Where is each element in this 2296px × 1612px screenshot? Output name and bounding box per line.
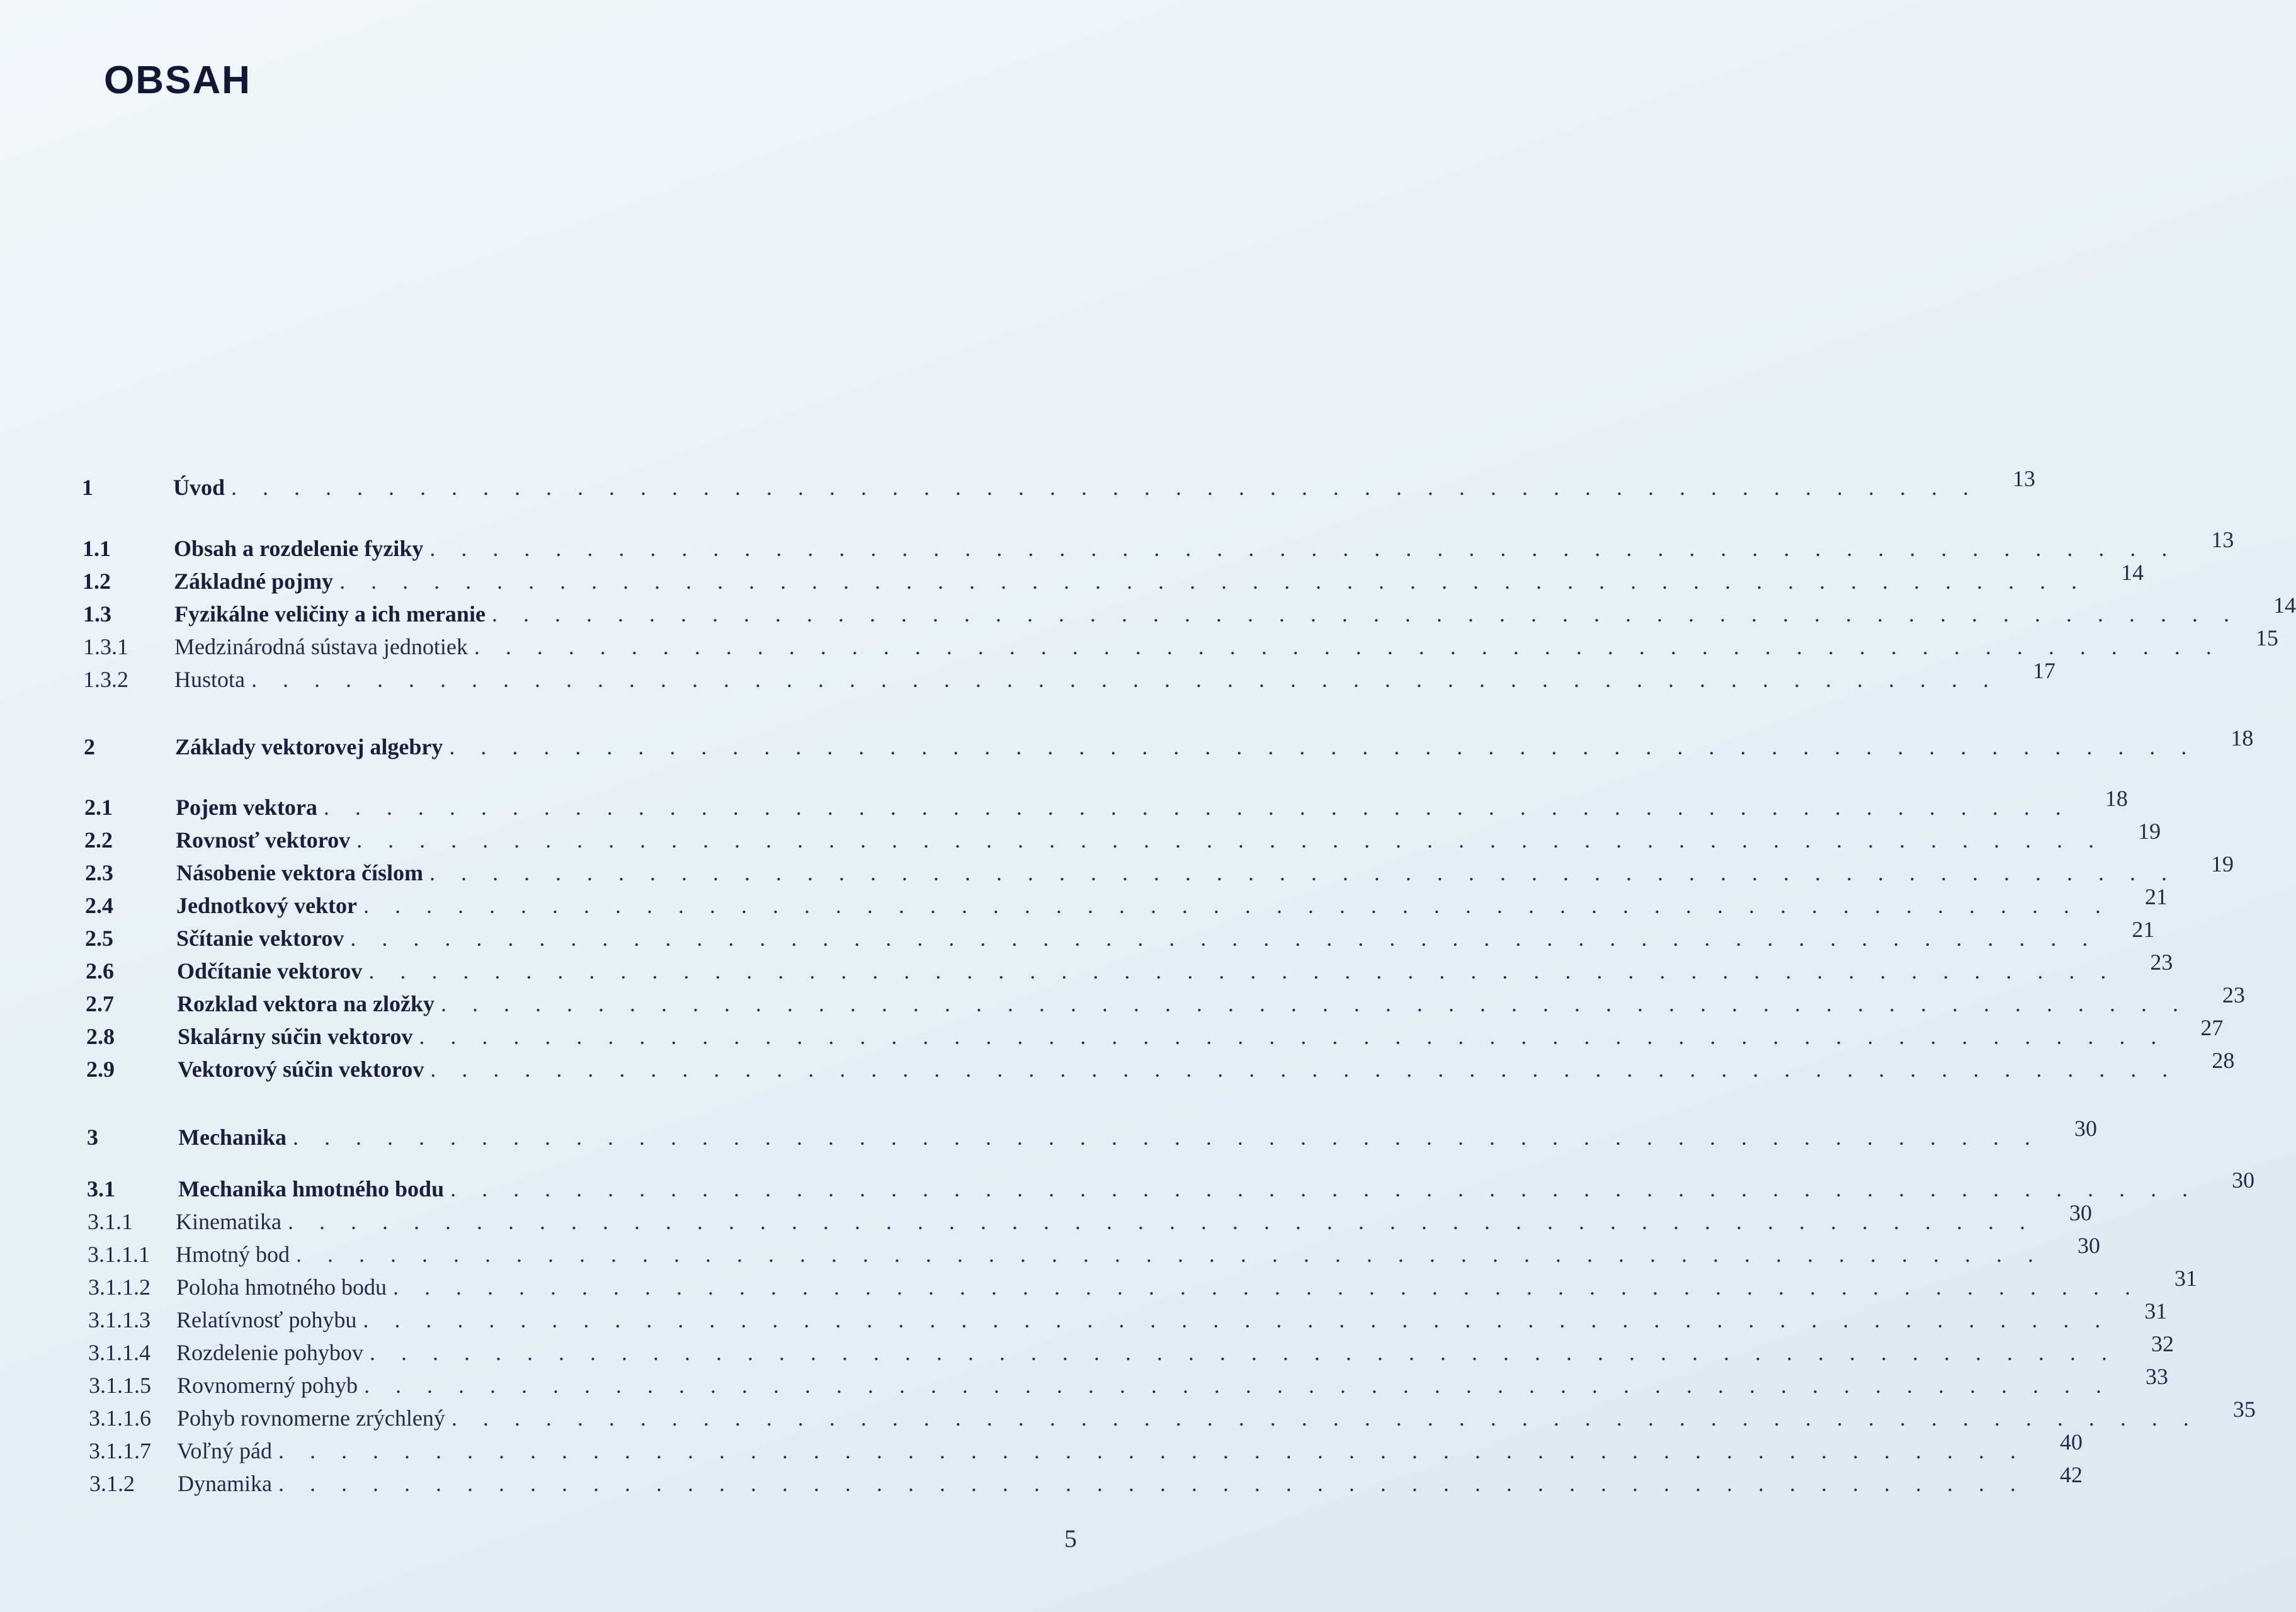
dot-leader: . . . . . . . . . . . . . . . . . . . . . . . . . . . . . . . . . . . . . . . . . . . . . . . . . . . . . . . . [491, 601, 2239, 627]
toc-entry [83, 593, 2296, 629]
dot-leader: . . . . . . . . . . . . . . . . . . . . . . . . . . . . . . . . . . . . . . . . . . . . . . . . . . . . . . . . [323, 795, 2071, 820]
toc-entry-number: 3 [87, 1125, 98, 1150]
dot-leader: . . . . . . . . . . . . . . . . . . . . . . . . . . . . . . . . . . . . . . . . . . . . . . . . . . . . . . . . [449, 734, 2197, 759]
toc-entry-title: Úvod [173, 475, 225, 500]
toc-entry-title: Jednotkový vektor [176, 893, 357, 918]
toc-entry-title: Poloha hmotného bodu [176, 1274, 387, 1300]
toc-entry [84, 725, 2254, 762]
dot-leader: . . . . . . . . . . . . . . . . . . . . . . . . . . . . . . . . . . . . . . . . . . . . . . . . . . . . . . . . [363, 893, 2111, 918]
dot-leader: . . . . . . . . . . . . . . . . . . . . . . . . . . . . . . . . . . . . . . . . . . . . . . . . . . . . . . . . [450, 1176, 2198, 1201]
toc-entry-number: 2.9 [86, 1057, 115, 1082]
toc-entry-title: Dynamika [178, 1471, 272, 1496]
toc-entry [84, 819, 2161, 855]
toc-entry-page: 40 [2059, 1429, 2083, 1455]
toc-entry [87, 1167, 2255, 1204]
toc-entry-number: 1.3.1 [83, 634, 128, 659]
dot-leader: . . . . . . . . . . . . . . . . . . . . . . . . . . . . . . . . . . . . . . . . . . . . . . . . . . . . . . . . [339, 569, 2088, 594]
toc-entry [89, 1462, 2083, 1499]
toc-entry [88, 1200, 2092, 1237]
dot-leader: . . . . . . . . . . . . . . . . . . . . . . . . . . . . . . . . . . . . . . . . . . . . . . . . . . . . . . . . [350, 926, 2098, 951]
toc-entry-page: 21 [2132, 917, 2155, 942]
toc-entry-title: Odčítanie vektorov [177, 958, 363, 984]
toc-entry-number: 1.3 [83, 601, 111, 627]
toc-entry [88, 1331, 2174, 1368]
toc-entry-number: 2.5 [85, 926, 113, 951]
toc-entry [82, 466, 2036, 502]
toc-entry [83, 625, 2278, 662]
toc-entry-title: Hustota [174, 667, 245, 692]
toc-entry-number: 1 [82, 475, 93, 500]
toc-entry-number: 3.1.1.3 [88, 1307, 151, 1332]
toc-entry-page: 18 [2105, 786, 2128, 811]
toc-entry-page: 21 [2145, 884, 2168, 909]
toc-entry-page: 42 [2059, 1462, 2083, 1487]
toc-entry-number: 3.1.1.1 [88, 1242, 150, 1267]
dot-leader: . . . . . . . . . . . . . . . . . . . . . . . . . . . . . . . . . . . . . . . . . . . . . . . . . . . . . . . . [296, 1242, 2044, 1267]
dot-leader: . . . . . . . . . . . . . . . . . . . . . . . . . . . . . . . . . . . . . . . . . . . . . . . . . . . . . . . . [278, 1438, 2026, 1463]
dot-leader: . . . . . . . . . . . . . . . . . . . . . . . . . . . . . . . . . . . . . . . . . . . . . . . . . . . . . . . . [287, 1209, 2035, 1234]
dot-leader: . . . . . . . . . . . . . . . . . . . . . . . . . . . . . . . . . . . . . . . . . . . . . . . . . . . . . . . . [251, 667, 1999, 692]
toc-entry-title: Sčítanie vektorov [176, 926, 344, 951]
toc-entry-title: Relatívnosť pohybu [176, 1307, 357, 1332]
dot-leader: . . . . . . . . . . . . . . . . . . . . . . . . . . . . . . . . . . . . . . . . . . . . . . . . . . . . . . . . [392, 1274, 2140, 1300]
dot-leader: . . . . . . . . . . . . . . . . . . . . . . . . . . . . . . . . . . . . . . . . . . . . . . . . . . . . . . . . [293, 1125, 2041, 1150]
toc-entry-number: 2.2 [84, 827, 113, 853]
toc-entry-page: 15 [2255, 625, 2278, 650]
toc-entry [86, 950, 2173, 986]
dot-leader: . . . . . . . . . . . . . . . . . . . . . . . . . . . . . . . . . . . . . . . . . . . . . . . . . . . . . . . . [419, 1024, 2167, 1049]
toc-entry [86, 982, 2245, 1019]
toc-entry [82, 560, 2144, 596]
toc-entry-title: Rozdelenie pohybov [176, 1340, 363, 1365]
toc-entry [89, 1429, 2083, 1466]
page-title: OBSAH [104, 59, 251, 102]
dot-leader: . . . . . . . . . . . . . . . . . . . . . . . . . . . . . . . . . . . . . . . . . . . . . . . . . . . . . . . . [356, 827, 2105, 853]
toc-entry-page: 30 [2077, 1233, 2101, 1258]
toc-entry [86, 1015, 2224, 1052]
toc-entry-page: 30 [2074, 1116, 2098, 1141]
toc-entry-title: Vektorový súčin vektorov [178, 1057, 424, 1082]
toc-entry-page: 30 [2232, 1167, 2255, 1193]
toc-entry-number: 2.4 [85, 893, 113, 918]
toc-entry [83, 658, 2055, 695]
toc-entry [85, 917, 2155, 953]
toc-entry-page: 18 [2231, 725, 2254, 751]
toc-entry-page: 31 [2174, 1266, 2197, 1291]
toc-entry-page: 28 [2212, 1048, 2235, 1073]
toc-entry-number: 3.1.1.6 [89, 1405, 151, 1431]
toc-entry-page: 14 [2273, 593, 2296, 618]
toc-entry-title: Kinematika [176, 1209, 281, 1234]
toc-entry [88, 1266, 2197, 1302]
toc-entry-number: 3.1.1.7 [89, 1438, 151, 1463]
toc-entry-number: 2.3 [85, 860, 113, 885]
toc-entry-page: 13 [2211, 527, 2234, 552]
toc-entry-number: 3.1 [87, 1176, 115, 1201]
toc-entry [85, 884, 2168, 921]
dot-leader: . . . . . . . . . . . . . . . . . . . . . . . . . . . . . . . . . . . . . . . . . . . . . . . . . . . . . . . . [474, 634, 2222, 659]
toc-entry [89, 1397, 2256, 1433]
dot-leader: . . . . . . . . . . . . . . . . . . . . . . . . . . . . . . . . . . . . . . . . . . . . . . . . . . . . . . . . [451, 1405, 2199, 1431]
toc-entry-number: 2.6 [86, 958, 114, 984]
toc-entry-number: 1.3.2 [83, 667, 128, 692]
toc-entry-number: 1.1 [82, 536, 111, 561]
toc-entry-page: 27 [2200, 1015, 2224, 1040]
dot-leader: . . . . . . . . . . . . . . . . . . . . . . . . . . . . . . . . . . . . . . . . . . . . . . . . . . . . . . . . [441, 991, 2188, 1016]
toc-entry-number: 3.1.1.5 [89, 1373, 151, 1398]
toc-entry-number: 1.2 [82, 569, 111, 594]
toc-entry [85, 851, 2234, 888]
toc-entry [86, 1048, 2235, 1084]
toc-entry-page: 19 [2210, 851, 2234, 877]
toc-entry-number: 3.1.2 [89, 1471, 135, 1496]
dot-leader: . . . . . . . . . . . . . . . . . . . . . . . . . . . . . . . . . . . . . . . . . . . . . . . . . . . . . . . . [368, 958, 2117, 984]
toc-entry-title: Voľný pád [177, 1438, 272, 1463]
toc-entry [88, 1298, 2168, 1335]
toc-entry-title: Skalárny súčin vektorov [178, 1024, 413, 1049]
dot-leader: . . . . . . . . . . . . . . . . . . . . . . . . . . . . . . . . . . . . . . . . . . . . . . . . . . . . . . . . [369, 1340, 2117, 1365]
toc-entry-page: 32 [2151, 1331, 2174, 1356]
toc-entry-page: 33 [2145, 1364, 2168, 1389]
toc-entry-title: Obsah a rozdelenie fyziky [174, 536, 424, 561]
toc-entry-title: Základné pojmy [174, 569, 334, 594]
dot-leader: . . . . . . . . . . . . . . . . . . . . . . . . . . . . . . . . . . . . . . . . . . . . . . . . . . . . . . . . [363, 1307, 2111, 1332]
dot-leader: . . . . . . . . . . . . . . . . . . . . . . . . . . . . . . . . . . . . . . . . . . . . . . . . . . . . . . . . [278, 1471, 2026, 1496]
dot-leader: . . . . . . . . . . . . . . . . . . . . . . . . . . . . . . . . . . . . . . . . . . . . . . . . . . . . . . . . [429, 860, 2177, 885]
toc-entry-number: 3.1.1 [88, 1209, 133, 1234]
dot-leader: . . . . . . . . . . . . . . . . . . . . . . . . . . . . . . . . . . . . . . . . . . . . . . . . . . . . . . . . [429, 536, 2178, 561]
toc-entry-title: Násobenie vektora číslom [176, 860, 423, 885]
toc-entry-page: 23 [2150, 950, 2173, 975]
toc-entry-title: Pohyb rovnomerne zrýchlený [177, 1405, 445, 1431]
toc-entry-title: Hmotný bod [176, 1242, 290, 1267]
toc-entry-title: Fyzikálne veličiny a ich meranie [174, 601, 486, 627]
toc-entry-page: 30 [2069, 1200, 2092, 1225]
toc-entry-title: Rozklad vektora na zložky [177, 991, 435, 1016]
toc-entry-number: 2 [84, 734, 95, 759]
dot-leader: . . . . . . . . . . . . . . . . . . . . . . . . . . . . . . . . . . . . . . . . . . . . . . . . . . . . . . . . [430, 1057, 2178, 1082]
toc-entry-title: Rovnosť vektorov [176, 827, 351, 853]
toc-entry-page: 31 [2144, 1298, 2168, 1324]
toc-entry-title: Rovnomerný pohyb [177, 1373, 358, 1398]
toc-entry-number: 2.1 [84, 795, 113, 820]
toc-entry [88, 1233, 2101, 1269]
dot-leader: . . . . . . . . . . . . . . . . . . . . . . . . . . . . . . . . . . . . . . . . . . . . . . . . . . . . . . . . [231, 475, 1979, 500]
page-number: 5 [1064, 1524, 1077, 1553]
dot-leader: . . . . . . . . . . . . . . . . . . . . . . . . . . . . . . . . . . . . . . . . . . . . . . . . . . . . . . . . [363, 1373, 2111, 1398]
toc-entry-number: 3.1.1.2 [88, 1274, 151, 1300]
toc-entry-title: Pojem vektora [176, 795, 317, 820]
toc-entry [82, 527, 2234, 564]
toc-entry-page: 17 [2033, 658, 2055, 683]
toc-entry-page: 19 [2138, 819, 2161, 844]
toc-entry-page: 35 [2232, 1397, 2256, 1422]
toc-entry-page: 13 [2013, 466, 2036, 491]
toc-entry [87, 1116, 2098, 1152]
toc-entry [84, 786, 2128, 822]
toc-entry [89, 1364, 2168, 1400]
toc-entry-title: Mechanika [178, 1125, 287, 1150]
toc-entry-number: 3.1.1.4 [88, 1340, 151, 1365]
toc-entry-page: 14 [2121, 560, 2144, 585]
toc-entry-title: Mechanika hmotného bodu [178, 1176, 445, 1201]
toc-entry-title: Základy vektorovej algebry [175, 734, 443, 759]
toc-entry-title: Medzinárodná sústava jednotiek [174, 634, 468, 659]
toc-entry-number: 2.8 [86, 1024, 115, 1049]
toc-entry-number: 2.7 [86, 991, 114, 1016]
toc-entry-page: 23 [2222, 982, 2245, 1007]
